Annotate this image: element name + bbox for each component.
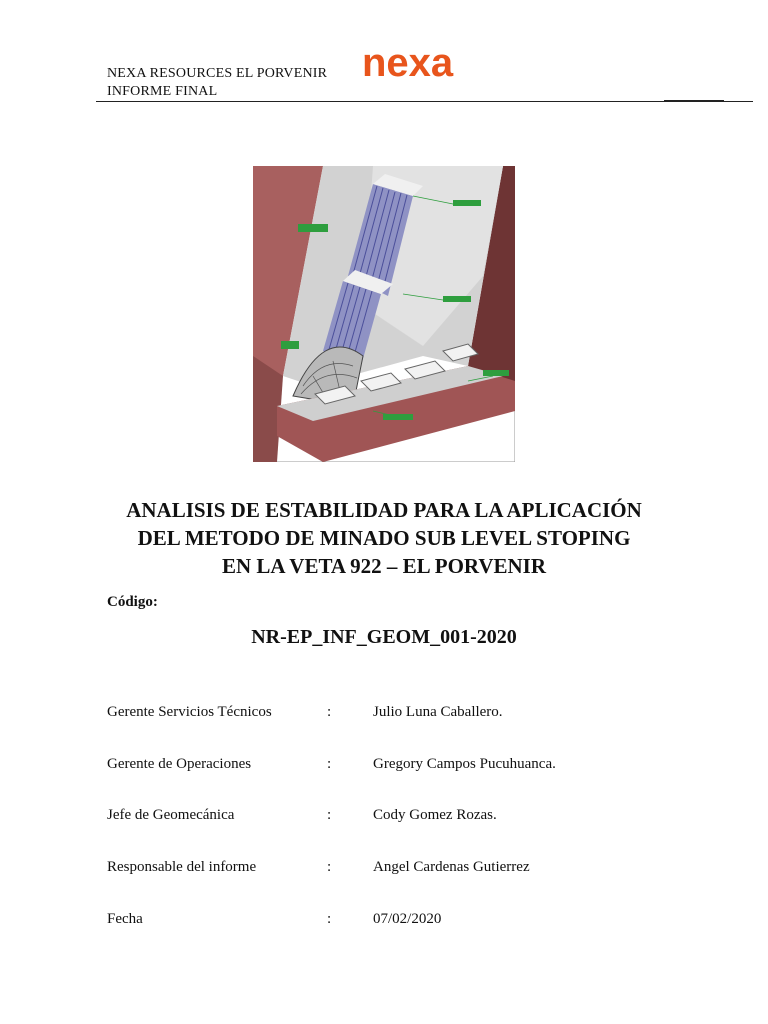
info-row-head-geomechanics <box>0 807 768 829</box>
info-value: Angel Cardenas Gutierrez <box>373 859 530 875</box>
report-title <box>60 496 708 580</box>
info-row-manager-technical <box>0 704 768 726</box>
info-separator: : <box>327 704 332 720</box>
header-rule-accent <box>664 100 724 102</box>
code-label: Código: <box>107 594 158 610</box>
info-row-manager-operations <box>0 756 768 778</box>
title-line-1: ANALISIS DE ESTABILIDAD PARA LA APLICACIÓN <box>126 498 642 522</box>
header-subtitle: INFORME FINAL <box>107 84 218 99</box>
info-label: Gerente Servicios Técnicos <box>107 704 272 720</box>
info-separator: : <box>327 807 332 823</box>
info-label: Jefe de Geomecánica <box>107 807 235 823</box>
info-row-date <box>0 911 768 933</box>
title-line-3: EN LA VETA 922 – EL PORVENIR <box>221 554 547 578</box>
info-label: Fecha <box>107 911 143 927</box>
mine-stoping-diagram <box>253 166 515 462</box>
info-separator: : <box>327 756 332 772</box>
logo-text: nexa <box>362 41 454 82</box>
info-separator: : <box>327 859 332 875</box>
info-value: Julio Luna Caballero. <box>373 704 503 720</box>
info-label: Responsable del informe <box>107 859 257 875</box>
nexa-logo <box>362 40 486 82</box>
info-value: Cody Gomez Rozas. <box>373 807 497 823</box>
info-value: Gregory Campos Pucuhuanca. <box>373 756 556 772</box>
header-company: NEXA RESOURCES EL PORVENIR <box>107 66 328 81</box>
info-separator: : <box>327 911 332 927</box>
info-label: Gerente de Operaciones <box>107 756 252 772</box>
title-line-2: DEL METODO DE MINADO SUB LEVEL STOPING <box>137 526 631 550</box>
header-rule <box>96 101 753 102</box>
info-value: 07/02/2020 <box>373 911 442 927</box>
code-value: NR-EP_INF_GEOM_001-2020 <box>251 626 517 648</box>
info-row-report-responsible <box>0 859 768 881</box>
